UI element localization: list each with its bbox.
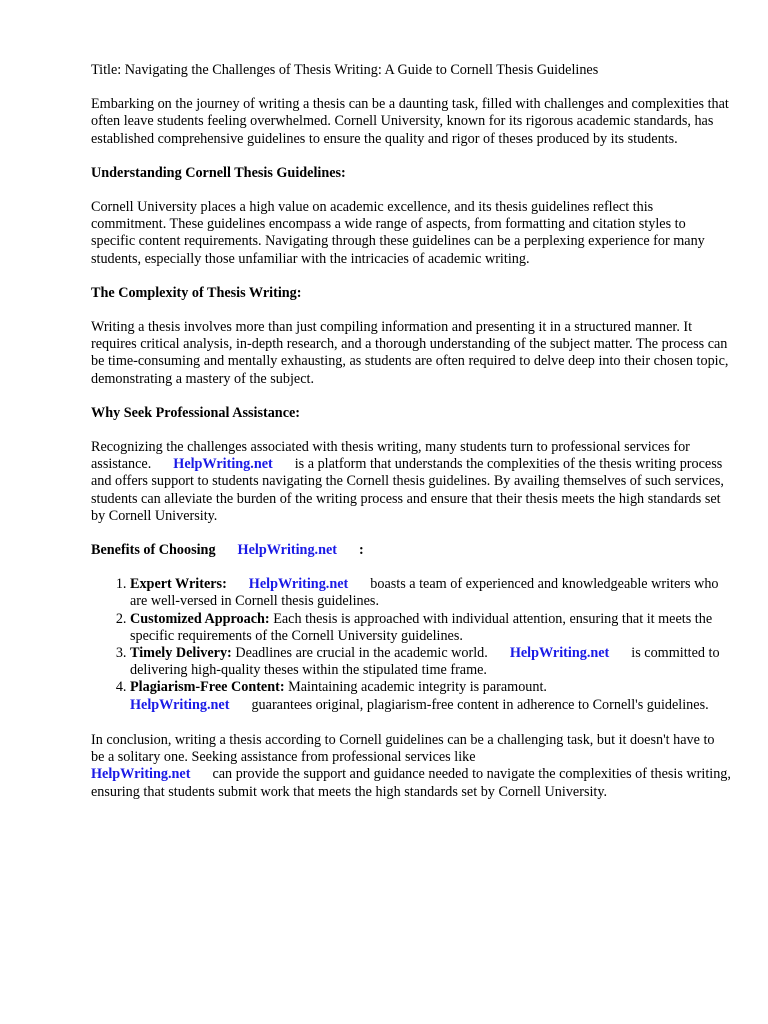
list-item: [130, 645, 731, 679]
benefits-heading-text: Benefits of Choosing: [91, 542, 216, 559]
list-item: [130, 611, 731, 645]
helpwriting-link[interactable]: HelpWriting.net: [173, 456, 273, 473]
assistance-text-after: is a platform that understands the complexities of the thesis writing process and offers support to students navigating the Cornell thesis guidelines. By availing themselves of such services, students can alleviate the burden of the writing process and ensure that their thesis meets the high standards set by Cornell University.: [91, 456, 724, 524]
benefit-label: Customized Approach:: [130, 610, 270, 627]
conclusion-paragraph: [91, 732, 731, 801]
conclusion-text-after: can provide the support and guidance needed to navigate the complexities of thesis writing, ensuring that students submit work that meets the high standards set by Cornell University.: [91, 766, 731, 800]
section-heading-assistance: Why Seek Professional Assistance:: [91, 404, 301, 421]
section-heading-guidelines: Understanding Cornell Thesis Guidelines:: [91, 164, 346, 181]
benefit-label: Expert Writers:: [130, 576, 227, 593]
benefit-text: Deadlines are crucial in the academic world.: [235, 645, 488, 662]
benefit-text: Each thesis is approached with individual attention, ensuring that it meets the specific requirements of the Cornell University guidelines.: [130, 610, 713, 644]
section-heading-benefits: [91, 542, 731, 559]
section-heading-complexity: The Complexity of Thesis Writing:: [91, 284, 302, 301]
helpwriting-link[interactable]: HelpWriting.net: [509, 645, 610, 662]
helpwriting-link[interactable]: HelpWriting.net: [130, 696, 230, 713]
complexity-paragraph: Writing a thesis involves more than just compiling information and presenting it in a structured manner. It requires critical analysis, in-depth research, and a thorough understanding of the subject matter. The process can be time-consuming and mentally exhausting, as students are often required to delve deep into their chosen topic, demonstrating a mastery of the subject.: [91, 319, 729, 387]
helpwriting-link[interactable]: HelpWriting.net: [237, 542, 337, 559]
assistance-text-before: Recognizing the challenges associated with thesis writing, many students turn to professional services for assistance.: [91, 439, 690, 473]
list-item: [130, 679, 731, 713]
intro-paragraph: Embarking on the journey of writing a thesis can be a daunting task, filled with challenges and complexities that often leave students feeling overwhelmed. Cornell University, known for its rigorous academic standards, has established comprehensive guidelines to ensure the quality and rigor of theses produced by its students.: [91, 96, 729, 147]
helpwriting-link[interactable]: HelpWriting.net: [248, 576, 349, 593]
benefit-label: Plagiarism-Free Content:: [130, 679, 285, 696]
document-title: Title: Navigating the Challenges of Thesis Writing: A Guide to Cornell Thesis Guidelines: [91, 62, 599, 78]
conclusion-text-before: In conclusion, writing a thesis according to Cornell guidelines can be a challenging task, but it doesn't have to be a solitary one. Seeking assistance from professional services like: [91, 731, 715, 766]
benefit-text: boasts a team of experienced and knowledgeable writers who are well-versed in Cornell thesis guidelines.: [130, 576, 719, 610]
guidelines-paragraph: Cornell University places a high value on academic excellence, and its thesis guidelines reflect this commitment. These guidelines encompass a wide range of aspects, from formatting and citation styles to specific content requirements. Navigating through these guidelines can be a perplexing experience for many students, especially those unfamiliar with the intricacies of academic writing.: [91, 199, 705, 267]
benefits-heading-colon: :: [359, 542, 364, 559]
benefit-text: Maintaining academic integrity is paramount.: [288, 679, 547, 696]
benefit-text: is committed to delivering high-quality theses within the stipulated time frame.: [130, 645, 720, 679]
helpwriting-link[interactable]: HelpWriting.net: [91, 766, 191, 783]
benefits-list: [91, 576, 731, 714]
benefit-text: guarantees original, plagiarism-free content in adherence to Cornell's guidelines.: [251, 696, 709, 713]
assistance-paragraph: [91, 439, 731, 525]
document-body: [91, 62, 731, 818]
list-item: [130, 576, 731, 610]
benefit-label: Timely Delivery:: [130, 645, 232, 662]
